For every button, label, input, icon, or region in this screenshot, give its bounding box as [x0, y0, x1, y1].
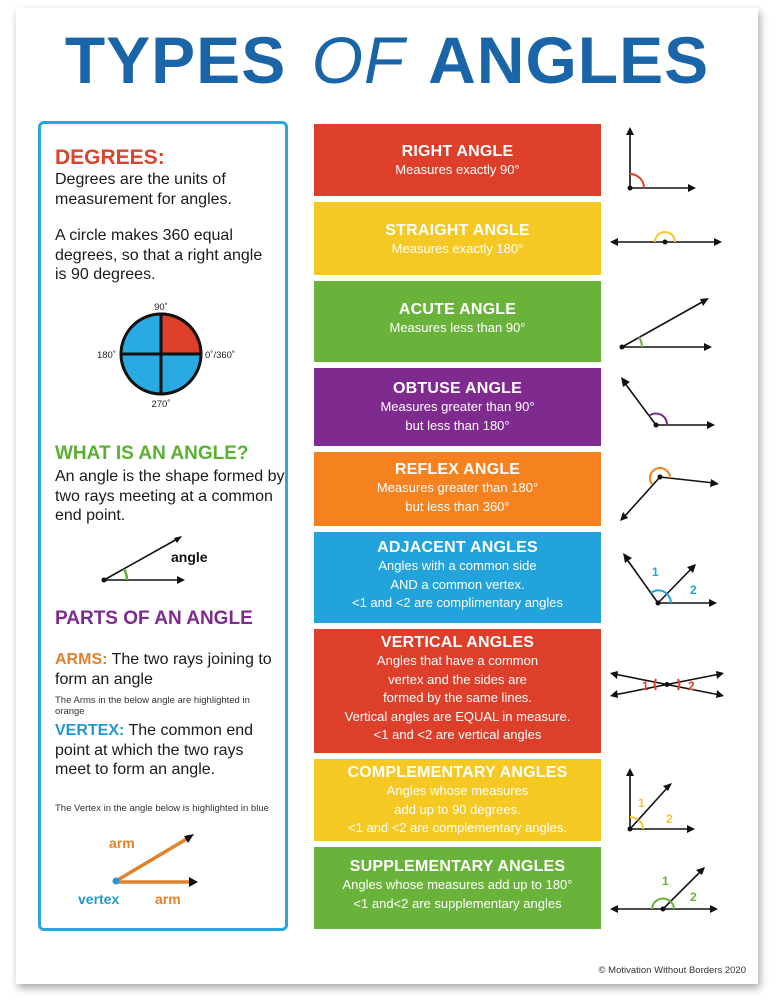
supplementary-angles-diagram — [606, 847, 728, 929]
complementary-label-2: 2 — [666, 812, 673, 826]
row-obtuse-angle — [314, 368, 601, 446]
upper-arm-label: arm — [109, 835, 135, 851]
info-panel — [38, 121, 288, 931]
complementary-arc-2 — [639, 820, 643, 829]
vertex-heading: VERTEX: — [55, 722, 125, 739]
adjacent-label-1: 1 — [652, 565, 659, 579]
acute-angle-title: ACUTE ANGLE — [398, 301, 517, 318]
vertical-arc-1 — [655, 679, 656, 690]
vertical-angles-line-5: <1 and <2 are vertical angles — [373, 727, 542, 742]
complementary-angles-line-3: <1 and <2 are complementary angles. — [348, 820, 567, 835]
row-right-angle — [314, 124, 601, 196]
reflex-angle-title: REFLEX ANGLE — [394, 461, 521, 478]
supplementary-angles-line-1: Angles whose measures add up to 180° — [342, 877, 573, 892]
supplementary-angles-title: SUPPLEMENTARY ANGLES — [349, 858, 566, 875]
arms-text: The two rays joining to form an angle — [55, 651, 272, 688]
reflex-angle-diagram — [606, 452, 728, 526]
vertex-paragraph — [55, 721, 270, 780]
adjacent-arc-2 — [667, 594, 671, 603]
circle-label-top: 90˚ — [154, 302, 168, 313]
lower-arm-label: arm — [155, 891, 181, 907]
circle-label-bottom: 270˚ — [151, 399, 171, 410]
reflex-angle-line-1: Measures greater than 180° — [376, 480, 539, 495]
vertex-text: The common end point at which the two rays meet to form an angle. — [55, 722, 254, 778]
supplementary-label-2: 2 — [690, 890, 697, 904]
angle-label: angle — [171, 549, 208, 565]
straight-angle-title: STRAIGHT ANGLE — [385, 222, 530, 239]
obtuse-angle-title: OBTUSE ANGLE — [393, 380, 522, 397]
arms-note: The Arms in the below angle are highlighted in orange — [55, 695, 250, 717]
right-angle-diagram — [606, 124, 728, 196]
right-angle-arc — [630, 174, 644, 188]
complementary-angles-diagram — [606, 759, 728, 841]
row-adjacent-angles — [314, 532, 601, 623]
vertical-label-1: 1 — [642, 679, 649, 693]
copyright: © Motivation Without Borders 2020 — [598, 965, 746, 976]
adjacent-label-2: 2 — [690, 583, 697, 597]
circle-label-right: 0˚/360˚ — [205, 350, 236, 361]
vertex-note: The Vertex in the angle below is highlighted in blue — [55, 803, 269, 814]
complementary-arc-1 — [630, 817, 638, 820]
circle-text: A circle makes 360 equal degrees, so that a right angle is 90 degrees. — [55, 227, 263, 283]
obtuse-angle-diagram — [606, 368, 728, 446]
row-acute-angle — [314, 281, 601, 362]
complementary-angles-title: COMPLEMENTARY ANGLES — [347, 764, 568, 781]
angle-example-diagram — [41, 530, 291, 590]
supplementary-label-1: 1 — [662, 874, 669, 888]
vertical-angles-line-4: Vertical angles are EQUAL in measure. — [344, 708, 571, 724]
vertical-angles-diagram — [606, 629, 728, 753]
supplementary-angles-line-2: <1 and<2 are supplementary angles — [353, 895, 562, 911]
what-text: An angle is the shape formed by two rays meeting at a common end point. — [55, 468, 285, 524]
row-straight-angle — [314, 202, 601, 275]
obtuse-angle-line-2: but less than 180° — [405, 417, 510, 433]
adjacent-angles-line-3: <1 and <2 are complimentary angles — [351, 595, 563, 610]
row-reflex-angle — [314, 452, 601, 526]
right-angle-line: Measures exactly 90° — [395, 162, 520, 177]
complementary-angles-line-1: Angles whose measures — [386, 783, 529, 798]
vertical-angles-title: VERTICAL ANGLES — [380, 634, 535, 651]
angle-arc — [124, 569, 127, 580]
row-supplementary-angles — [314, 847, 601, 929]
reflex-angle-line-2: but less than 360° — [405, 498, 510, 514]
arms-heading: ARMS: — [55, 651, 108, 668]
title-word-types: TYPES — [64, 23, 287, 97]
vertical-angles-line-2: vertex and the sides are — [388, 671, 527, 687]
row-vertical-angles — [314, 629, 601, 753]
arms-paragraph — [55, 650, 275, 689]
title-word-angles: ANGLES — [428, 23, 710, 97]
adjacent-angles-line-1: Angles with a common side — [378, 558, 537, 573]
complementary-label-1: 1 — [638, 796, 645, 810]
acute-angle-line: Measures less than 90° — [389, 320, 526, 335]
acute-angle-arc — [639, 337, 642, 347]
title-word-of: OF — [311, 23, 406, 97]
supplementary-arc-2 — [671, 902, 674, 909]
what-heading: WHAT IS AN ANGLE? — [55, 443, 249, 464]
degrees-heading: DEGREES: — [55, 146, 165, 169]
degree-circle-diagram — [41, 298, 291, 413]
acute-angle-diagram — [606, 281, 728, 362]
complementary-angles-line-2: add up to 90 degrees. — [394, 801, 521, 817]
vertical-angles-line-3: formed by the same lines. — [383, 690, 532, 705]
parts-diagram — [41, 824, 291, 924]
straight-angle-diagram — [606, 202, 728, 275]
vertical-label-2: 2 — [688, 679, 695, 693]
adjacent-arc-1 — [651, 590, 667, 594]
parts-heading: PARTS OF AN ANGLE — [55, 608, 253, 629]
circle-red-quadrant — [161, 314, 201, 354]
adjacent-angles-diagram — [606, 532, 728, 623]
vertex-point — [113, 878, 120, 885]
vertical-arc-2 — [678, 679, 679, 690]
adjacent-angles-title: ADJACENT ANGLES — [377, 539, 538, 556]
degrees-text: Degrees are the units of measurement for angles. — [55, 171, 232, 208]
circle-label-left: 180˚ — [96, 350, 116, 361]
right-angle-title: RIGHT ANGLE — [401, 143, 514, 160]
adjacent-angles-line-2: AND a common vertex. — [390, 576, 525, 592]
poster — [16, 8, 758, 984]
straight-angle-line: Measures exactly 180° — [391, 241, 524, 256]
vertical-angles-line-1: Angles that have a common — [376, 653, 539, 668]
poster-title — [16, 22, 758, 98]
row-complementary-angles — [314, 759, 601, 841]
obtuse-angle-line-1: Measures greater than 90° — [380, 399, 535, 414]
vertex-label: vertex — [78, 891, 120, 907]
